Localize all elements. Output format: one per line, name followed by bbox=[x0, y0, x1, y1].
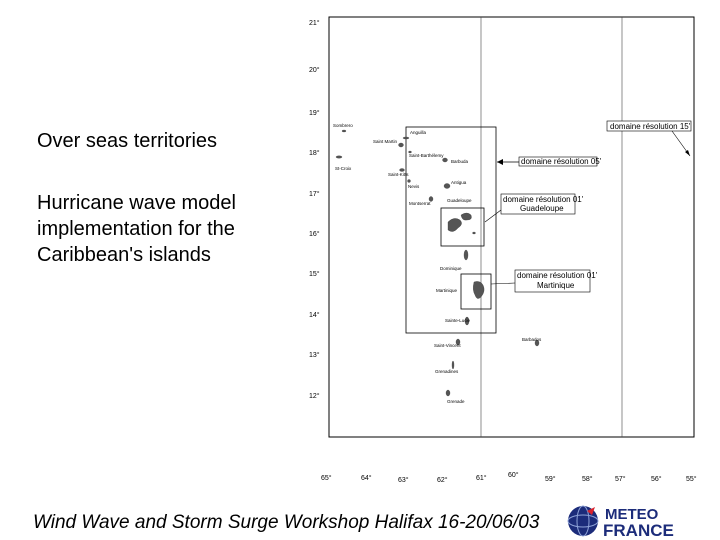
lat-label: 16° bbox=[309, 231, 320, 238]
domain-01-martinique-arrow bbox=[491, 283, 515, 284]
domain-01-guadeloupe-label: domaine résolution 01' bbox=[503, 195, 584, 204]
place-label: Guadeloupe bbox=[447, 198, 472, 203]
island-st-croix bbox=[336, 156, 342, 158]
island-grenade bbox=[446, 390, 450, 396]
place-label: St-Croix bbox=[335, 166, 352, 171]
domain-01-martinique-label: domaine résolution 01' bbox=[517, 271, 598, 280]
domain-01-martinique-sublabel: Martinique bbox=[537, 281, 575, 290]
island-marie-galante bbox=[473, 232, 476, 234]
domain-01-guadeloupe-box bbox=[441, 208, 484, 246]
domain-01-guadeloupe-arrow bbox=[485, 210, 501, 222]
island-martinique bbox=[473, 281, 484, 298]
lon-label: 62° bbox=[437, 477, 448, 484]
place-label: Sombrero bbox=[333, 123, 353, 128]
place-label: Saint-Kitts bbox=[388, 172, 409, 177]
lat-label: 12° bbox=[309, 393, 320, 400]
lat-label: 19° bbox=[309, 110, 320, 117]
arrow-head-icon bbox=[497, 159, 503, 165]
arrow-head-icon bbox=[685, 150, 690, 156]
island-grenadines bbox=[452, 361, 454, 369]
lon-label: 61° bbox=[476, 475, 487, 482]
subtitle-line: implementation for the bbox=[37, 218, 235, 240]
map-frame bbox=[329, 17, 694, 437]
lat-label: 17° bbox=[309, 191, 320, 198]
place-label: Dominique bbox=[440, 266, 462, 271]
lon-label: 65° bbox=[321, 475, 332, 482]
place-label: Barbuda bbox=[451, 159, 469, 164]
lon-label: 60° bbox=[508, 472, 519, 479]
place-label: Grenade bbox=[447, 399, 465, 404]
island-saint-martin bbox=[399, 143, 404, 147]
lat-label: 15° bbox=[309, 271, 320, 278]
logo-word-2: FRANCE bbox=[603, 521, 674, 539]
lat-label: 20° bbox=[309, 67, 320, 74]
island-nevis bbox=[408, 180, 411, 183]
island-sombrero bbox=[342, 130, 346, 132]
lon-label: 56° bbox=[651, 476, 662, 483]
lat-label: 13° bbox=[309, 352, 320, 359]
place-label: Antigua bbox=[451, 180, 467, 185]
lon-label: 58° bbox=[582, 476, 593, 483]
slide-title bbox=[37, 128, 217, 154]
place-label: Nevis bbox=[408, 184, 420, 189]
place-label: Martinique bbox=[436, 288, 458, 293]
domain-05-label: domaine résolution 05' bbox=[521, 157, 602, 166]
lat-label: 14° bbox=[309, 312, 320, 319]
place-label: Barbados bbox=[522, 337, 542, 342]
place-label: Saint-Vincent bbox=[434, 343, 461, 348]
place-label: Montserrat bbox=[409, 201, 431, 206]
subtitle-line: Caribbean's islands bbox=[37, 244, 211, 266]
place-label: Saint-Barthélemy bbox=[409, 153, 444, 158]
lon-label: 57° bbox=[615, 476, 626, 483]
island-anguilla bbox=[403, 137, 409, 139]
island-dominique bbox=[464, 250, 468, 260]
lon-label: 59° bbox=[545, 476, 556, 483]
place-label: Anguilla bbox=[410, 130, 427, 135]
title-line: Over seas territories bbox=[37, 130, 218, 152]
lon-label: 55° bbox=[686, 476, 697, 483]
place-label: Sainte-Lucie bbox=[445, 318, 471, 323]
slide-footer: Wind Wave and Storm Surge Workshop Halifax 16-20/06/03 bbox=[33, 512, 540, 533]
island-barbuda bbox=[443, 158, 448, 162]
lon-label: 63° bbox=[398, 477, 409, 484]
domain-15-label: domaine résolution 15' bbox=[610, 122, 691, 131]
place-label: Saint Martin bbox=[373, 139, 398, 144]
island-guadeloupe bbox=[448, 213, 472, 232]
island-antigua bbox=[444, 184, 450, 189]
meteo-france-logo bbox=[565, 503, 685, 539]
logo-word-1: METEO bbox=[605, 506, 659, 523]
slide-subtitle bbox=[37, 190, 297, 268]
lat-label: 18° bbox=[309, 150, 320, 157]
lon-label: 64° bbox=[361, 475, 372, 482]
lat-label: 21° bbox=[309, 20, 320, 27]
place-label: Grenadines bbox=[435, 369, 459, 374]
subtitle-line: Hurricane wave model bbox=[37, 192, 236, 214]
domain-01-guadeloupe-sublabel: Guadeloupe bbox=[520, 204, 564, 213]
